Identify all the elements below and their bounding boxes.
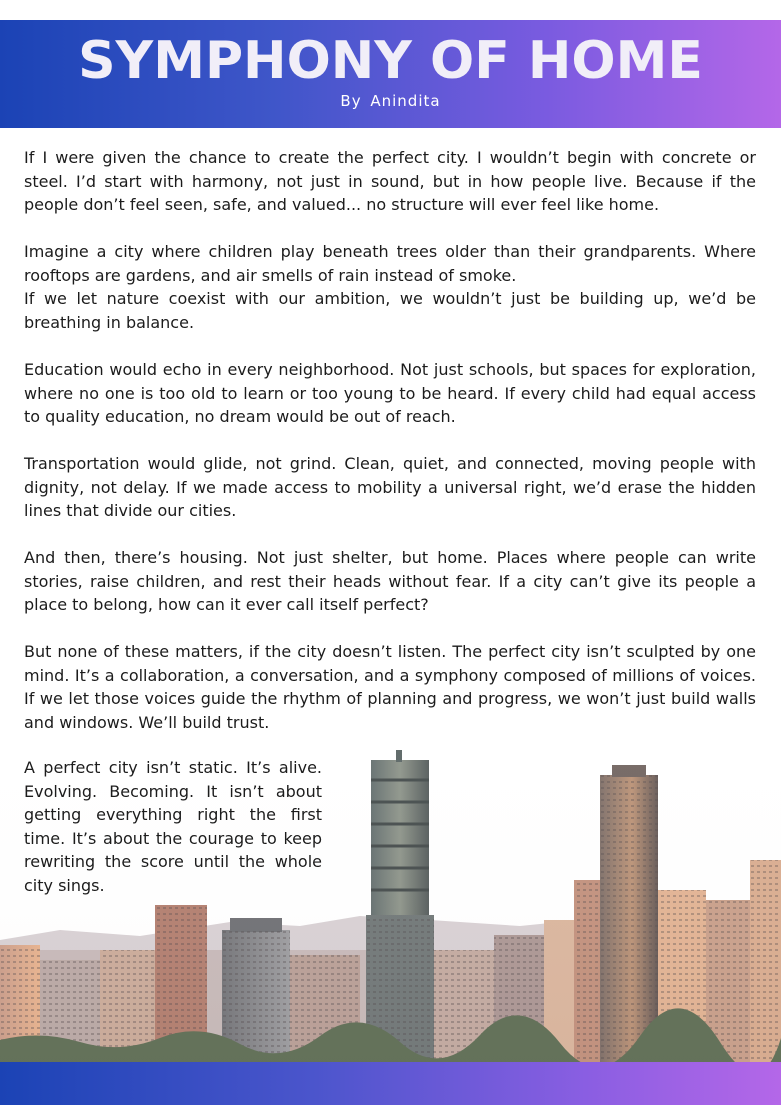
paragraph-transportation: Transportation would glide, not grind. Clean, quiet, and connected, moving people with dignity, not delay. If we made access to mobility a universal right, we’d erase the hidden lines that divide our cities.	[24, 454, 756, 521]
footer-bar	[0, 1062, 781, 1105]
page-title: SYMPHONY OF HOME	[78, 31, 703, 91]
paragraph-closing: A perfect city isn’t static. It’s alive. Evolving. Becoming. It isn’t about getting everything right the first time. It’s about the courage to keep rewriting the score until the whole city sings.	[24, 758, 322, 895]
paragraph-housing: And then, there’s housing. Not just shelter, but home. Places where people can write stories, raise children, and rest their heads without fear. If a city can’t give its people a place to belong, how can it ever call itself perfect?	[24, 548, 756, 615]
paragraph-intro: If I were given the chance to create the perfect city. I wouldn’t begin with concrete or steel. I’d start with harmony, not just in sound, but in how people live. Because if the people don’t feel seen, safe, and valued... no structure will ever feel like home.	[24, 148, 756, 215]
paragraph-education: Education would echo in every neighborhood. Not just schools, but spaces for exploration, where no one is too old to learn or too young to be heard. If every child had equal access to quality education, no dream would be out of reach.	[24, 360, 756, 427]
paragraph-nature: Imagine a city where children play beneath trees older than their grandparents. Where rooftops are gardens, and air smells of rain instead of smoke. If we let nature coexist with our ambition, we wouldn’t just be building up, we’d be breathing in balance.	[24, 242, 756, 332]
paragraph-listening: But none of these matters, if the city doesn’t listen. The perfect city isn’t sculpted by one mind. It’s a collaboration, a conversation, and a symphony composed of millions of voices. If we let those voices guide the rhythm of planning and progress, we won’t just build walls and windows. We’ll build trust.	[24, 642, 756, 732]
author-byline: By Anindita	[340, 92, 441, 110]
